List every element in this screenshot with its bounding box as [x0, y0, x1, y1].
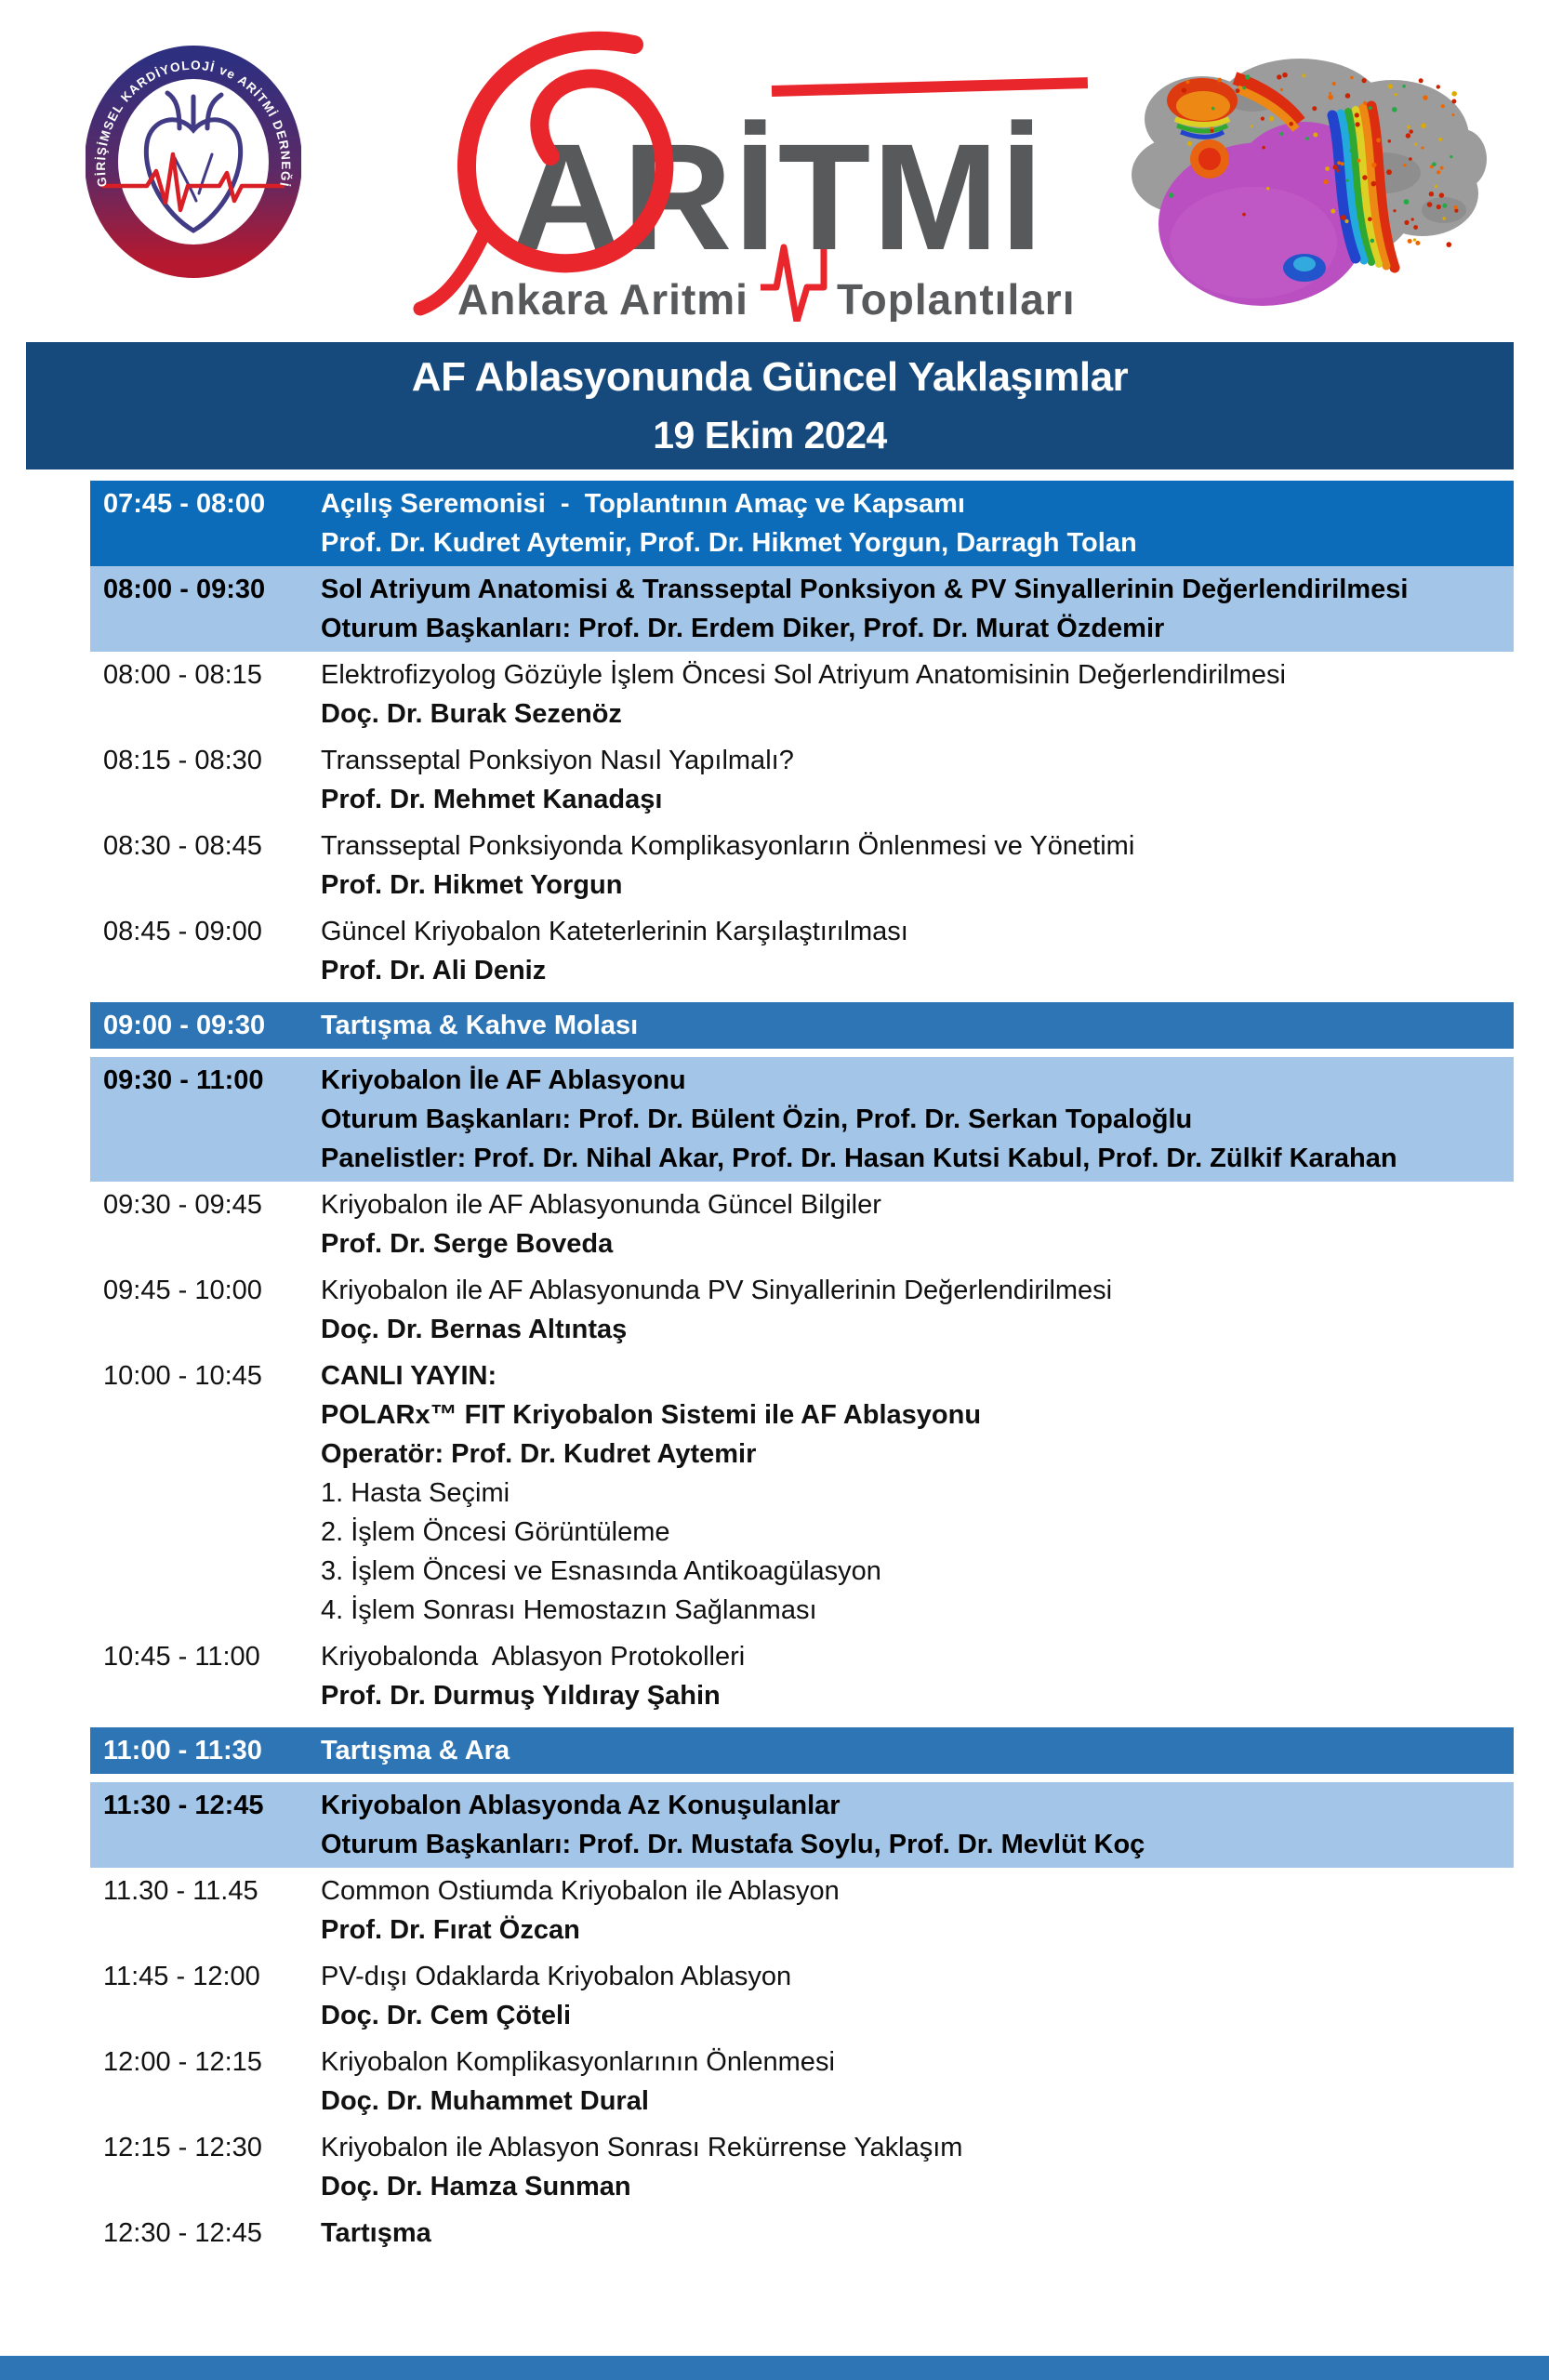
speaker-name: Doç. Dr. Hamza Sunman	[321, 2172, 631, 2202]
content-cell	[321, 484, 1514, 562]
session-chairs: Oturum Başkanları: Prof. Dr. Erdem Diker, Prof. Dr. Murat Özdemir	[321, 614, 1165, 643]
schedule-row-talk-11	[90, 1633, 1514, 1719]
association-badge-graphic	[86, 45, 301, 279]
schedule-row-session-7	[90, 1057, 1514, 1182]
time-cell: 09:30 - 09:45	[103, 1190, 262, 1220]
discussion-label: Tartışma	[321, 2218, 431, 2248]
schedule-table	[90, 481, 1514, 2256]
content-cell	[321, 741, 1514, 819]
speaker-name: Doç. Dr. Burak Sezenöz	[321, 699, 622, 729]
content-cell	[321, 2214, 1514, 2253]
opening-speakers: Prof. Dr. Kudret Aytemir, Prof. Dr. Hikmet Yorgun, Darragh Tolan	[321, 528, 1137, 558]
schedule-row-talk-3	[90, 737, 1514, 823]
speaker-name: Prof. Dr. Ali Deniz	[321, 956, 547, 985]
association-logo	[86, 45, 301, 279]
time-cell: 09:45 - 10:00	[103, 1276, 262, 1305]
schedule-row-talk-5	[90, 908, 1514, 994]
content-cell	[321, 826, 1514, 905]
schedule-row-talk-17	[90, 2124, 1514, 2210]
live-step: 2. İşlem Öncesi Görüntüleme	[321, 1517, 670, 1547]
aritmi-subtitle-left: Ankara Aritmi	[457, 275, 748, 322]
live-step: 4. İşlem Sonrası Hemostazın Sağlanması	[321, 1595, 817, 1625]
schedule-row-talk-9	[90, 1267, 1514, 1353]
aritmi-logo-graphic	[400, 15, 1095, 322]
session-panelists: Panelistler: Prof. Dr. Nihal Akar, Prof. Dr. Hasan Kutsi Kabul, Prof. Dr. Zülkif Karahan	[321, 1144, 1397, 1173]
aritmi-logo	[400, 15, 1095, 322]
talk-title: Elektrofizyolog Gözüyle İşlem Öncesi Sol Atriyum Anatomisinin Değerlendirilmesi	[321, 660, 1286, 690]
session-chairs: Oturum Başkanları: Prof. Dr. Bülent Özin, Prof. Dr. Serkan Topaloğlu	[321, 1104, 1193, 1134]
time-cell: 07:45 - 08:00	[103, 489, 266, 519]
talk-title: Kriyobalon ile Ablasyon Sonrası Rekürrense Yaklaşım	[321, 2133, 963, 2162]
time-cell: 11:45 - 12:00	[103, 1962, 260, 1991]
heart-map-image	[1114, 33, 1489, 314]
time-cell: 12:15 - 12:30	[103, 2133, 262, 2162]
break-label: Tartışma & Ara	[321, 1736, 510, 1765]
schedule-row-talk-18	[90, 2210, 1514, 2256]
speaker-name: Doç. Dr. Bernas Altıntaş	[321, 1315, 628, 1344]
content-cell	[321, 1356, 1514, 1630]
break-label: Tartışma & Kahve Molası	[321, 1011, 639, 1040]
content-cell	[321, 1731, 1514, 1770]
time-cell: 12:30 - 12:45	[103, 2218, 262, 2248]
time-cell: 11.30 - 11.45	[103, 1876, 258, 1906]
live-step: 3. İşlem Öncesi ve Esnasında Antikoagülasyon	[321, 1556, 881, 1586]
speaker-name: Prof. Dr. Serge Boveda	[321, 1229, 614, 1259]
voltage-map-graphic	[1114, 33, 1489, 314]
time-cell: 08:00 - 09:30	[103, 575, 266, 604]
talk-title: Common Ostiumda Kriyobalon ile Ablasyon	[321, 1876, 840, 1906]
time-cell: 11:30 - 12:45	[103, 1791, 264, 1820]
talk-title: PV-dışı Odaklarda Kriyobalon Ablasyon	[321, 1962, 792, 1991]
schedule-row-talk-4	[90, 823, 1514, 908]
live-step: 1. Hasta Seçimi	[321, 1478, 510, 1508]
talk-title: Kriyobalon Komplikasyonlarının Önlenmesi	[321, 2047, 835, 2077]
talk-title: Kriyobalonda Ablasyon Protokolleri	[321, 1642, 746, 1672]
content-cell	[321, 1061, 1514, 1178]
red-crossbar	[772, 77, 1088, 97]
time-cell: 12:00 - 12:15	[103, 2047, 262, 2077]
event-title: AF Ablasyonunda Güncel Yaklaşımlar	[411, 354, 1129, 400]
time-cell: 08:30 - 08:45	[103, 831, 262, 861]
schedule-row-talk-2	[90, 652, 1514, 737]
event-title-bar	[26, 342, 1514, 469]
schedule-row-talk-14	[90, 1868, 1514, 1953]
schedule-row-talk-10	[90, 1353, 1514, 1633]
speaker-name: Doç. Dr. Muhammet Dural	[321, 2086, 649, 2116]
session-title: Sol Atriyum Anatomisi & Transseptal Ponksiyon & PV Sinyallerinin Değerlendirilmesi	[321, 575, 1409, 604]
schedule-row-break-12	[90, 1727, 1514, 1774]
schedule-row-opening-0	[90, 481, 1514, 566]
content-cell	[321, 1006, 1514, 1045]
schedule-row-session-1	[90, 566, 1514, 652]
content-cell	[321, 912, 1514, 990]
talk-title: Kriyobalon ile AF Ablasyonunda PV Sinyallerinin Değerlendirilmesi	[321, 1276, 1113, 1305]
talk-title: Transseptal Ponksiyon Nasıl Yapılmalı?	[321, 746, 794, 775]
schedule-row-talk-15	[90, 1953, 1514, 2039]
operator-name: Operatör: Prof. Dr. Kudret Aytemir	[321, 1439, 757, 1469]
session-title: Kriyobalon İle AF Ablasyonu	[321, 1065, 686, 1095]
time-cell: 11:00 - 11:30	[103, 1736, 262, 1765]
live-broadcast-label: CANLI YAYIN:	[321, 1361, 497, 1391]
talk-title: Güncel Kriyobalon Kateterlerinin Karşılaştırılması	[321, 917, 908, 946]
content-cell	[321, 655, 1514, 734]
talk-title: Kriyobalon ile AF Ablasyonunda Güncel Bilgiler	[321, 1190, 881, 1220]
session-title: Kriyobalon Ablasyonda Az Konuşulanlar	[321, 1791, 841, 1820]
event-date: 19 Ekim 2024	[653, 414, 887, 456]
time-cell: 10:45 - 11:00	[103, 1642, 260, 1672]
session-chairs: Oturum Başkanları: Prof. Dr. Mustafa Soylu, Prof. Dr. Mevlüt Koç	[321, 1830, 1145, 1859]
talk-title: Transseptal Ponksiyonda Komplikasyonların Önlenmesi ve Yönetimi	[321, 831, 1135, 861]
live-broadcast-title: POLARx™ FIT Kriyobalon Sistemi ile AF Ablasyonu	[321, 1400, 982, 1430]
content-cell	[321, 2043, 1514, 2121]
content-cell	[321, 1871, 1514, 1950]
footer-bar	[0, 2356, 1549, 2380]
speaker-name: Prof. Dr. Durmuş Yıldıray Şahin	[321, 1681, 721, 1711]
time-cell: 09:30 - 11:00	[103, 1065, 264, 1095]
speaker-name: Prof. Dr. Hikmet Yorgun	[321, 870, 623, 900]
content-cell	[321, 1786, 1514, 1864]
time-cell: 08:00 - 08:15	[103, 660, 262, 690]
time-cell: 08:15 - 08:30	[103, 746, 262, 775]
schedule-row-talk-16	[90, 2039, 1514, 2124]
content-cell	[321, 2128, 1514, 2206]
content-cell	[321, 1271, 1514, 1349]
badge-ring-text: GİRİŞİMSEL KARDİYOLOJİ ve ARİTMİ DERNEĞİ	[93, 58, 294, 189]
speaker-name: Prof. Dr. Fırat Özcan	[321, 1915, 580, 1945]
schedule-row-break-6	[90, 1002, 1514, 1049]
content-cell	[321, 1957, 1514, 2035]
speaker-name: Doç. Dr. Cem Çöteli	[321, 2001, 572, 2030]
aritmi-wordmark: ARİTMİ	[511, 112, 1045, 282]
schedule-row-session-13	[90, 1782, 1514, 1868]
time-cell: 09:00 - 09:30	[103, 1011, 266, 1040]
speaker-name: Prof. Dr. Mehmet Kanadaşı	[321, 785, 663, 814]
content-cell	[321, 1637, 1514, 1715]
time-cell: 08:45 - 09:00	[103, 917, 262, 946]
aritmi-subtitle-right: Toplantıları	[837, 275, 1076, 322]
content-cell	[321, 1185, 1514, 1263]
content-cell	[321, 570, 1514, 648]
schedule-row-talk-8	[90, 1182, 1514, 1267]
opening-title: Açılış Seremonisi - Toplantının Amaç ve Kapsamı	[321, 489, 965, 519]
blue-patch	[1283, 254, 1326, 282]
time-cell: 10:00 - 10:45	[103, 1361, 262, 1391]
